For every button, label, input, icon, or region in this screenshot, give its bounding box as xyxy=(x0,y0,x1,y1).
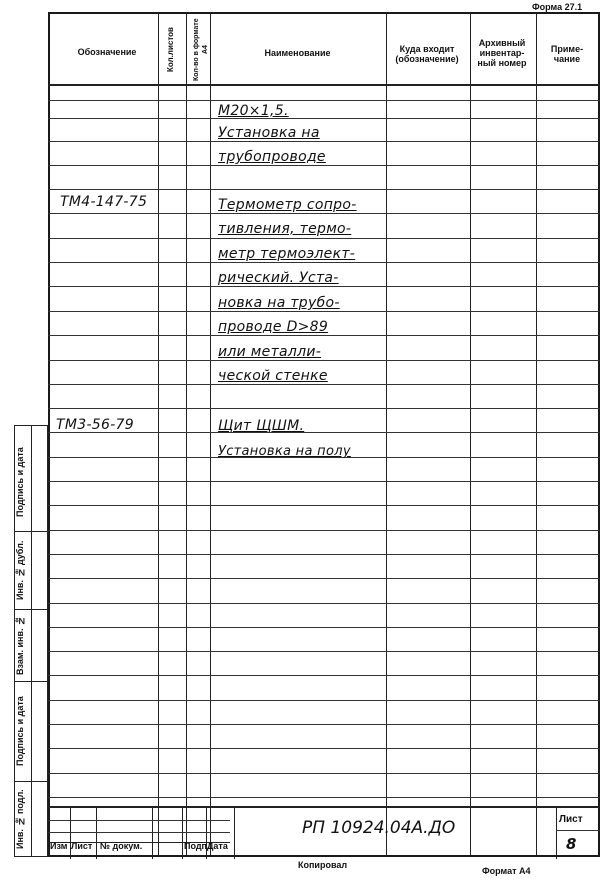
footer-copied: Копировал xyxy=(298,860,348,870)
header-qty-a4: Кол-во в формате А4 xyxy=(193,18,209,82)
entry-designation: ТМ3-56-79 xyxy=(56,417,134,433)
side-label-vzam-inv: Взам. инв. № xyxy=(15,615,25,675)
entry-name-line: новка на трубо- xyxy=(218,295,340,311)
header-where-used-line1: Куда входит xyxy=(399,44,455,54)
header-archive-line1: Архивный xyxy=(478,38,526,48)
title-block-podp: Подп. xyxy=(184,841,210,851)
side-label-inv-dubl: Инв. № дубл. xyxy=(15,540,25,600)
header-qty-sheets: Кол.листов xyxy=(166,27,175,73)
header-designation: Обозначение xyxy=(77,47,137,57)
entry-name-line: Установка на xyxy=(218,125,320,141)
sheet-label: Лист xyxy=(559,814,583,825)
entry-name-line: Щит ЩШМ. xyxy=(218,418,305,434)
header-where-used-line2: (обозначение) xyxy=(395,54,459,64)
title-block-n-dokum: № докум. xyxy=(100,841,143,851)
header-note-line2: чание xyxy=(553,54,581,64)
header-note-line1: Приме- xyxy=(550,44,584,54)
entry-name-line: М20×1,5. xyxy=(218,103,289,119)
entry-name-line: рический. Уста- xyxy=(218,270,339,286)
entry-name-line: метр термоэлект- xyxy=(218,246,356,262)
header-archive-line2: инвентар- xyxy=(479,48,525,58)
header-name: Наименование xyxy=(264,48,331,58)
entry-designation: ТМ4-147-75 xyxy=(60,194,148,210)
sheet-number: 8 xyxy=(566,835,577,853)
entry-name-line: Термометр сопро- xyxy=(218,197,357,213)
footer-format: Формат А4 xyxy=(482,866,531,876)
title-block-izm: Изм xyxy=(50,841,68,851)
entry-name-line: Установка на полу xyxy=(218,444,351,459)
entry-name-line: проводе D>89 xyxy=(218,319,329,335)
entry-name-line: ческой стенке xyxy=(218,368,328,384)
title-block-list: Лист xyxy=(71,841,93,851)
side-label-inv-podl: Инв. № подл. xyxy=(15,789,25,849)
form-label: Форма 27.1 xyxy=(532,2,583,12)
header-archive-line3: ный номер xyxy=(477,58,527,68)
entry-name-line: трубопроводе xyxy=(218,149,326,165)
row-lines xyxy=(48,0,600,882)
entry-name-line: тивления, термо- xyxy=(218,221,352,237)
side-label-podpis-data-2: Подпись и дата xyxy=(15,696,25,766)
document-number: РП 10924.04А.ДО xyxy=(302,818,456,838)
side-label-podpis-data-1: Подпись и дата xyxy=(15,447,25,517)
title-block-data: Дата xyxy=(207,841,228,851)
entry-name-line: или металли- xyxy=(218,344,322,360)
